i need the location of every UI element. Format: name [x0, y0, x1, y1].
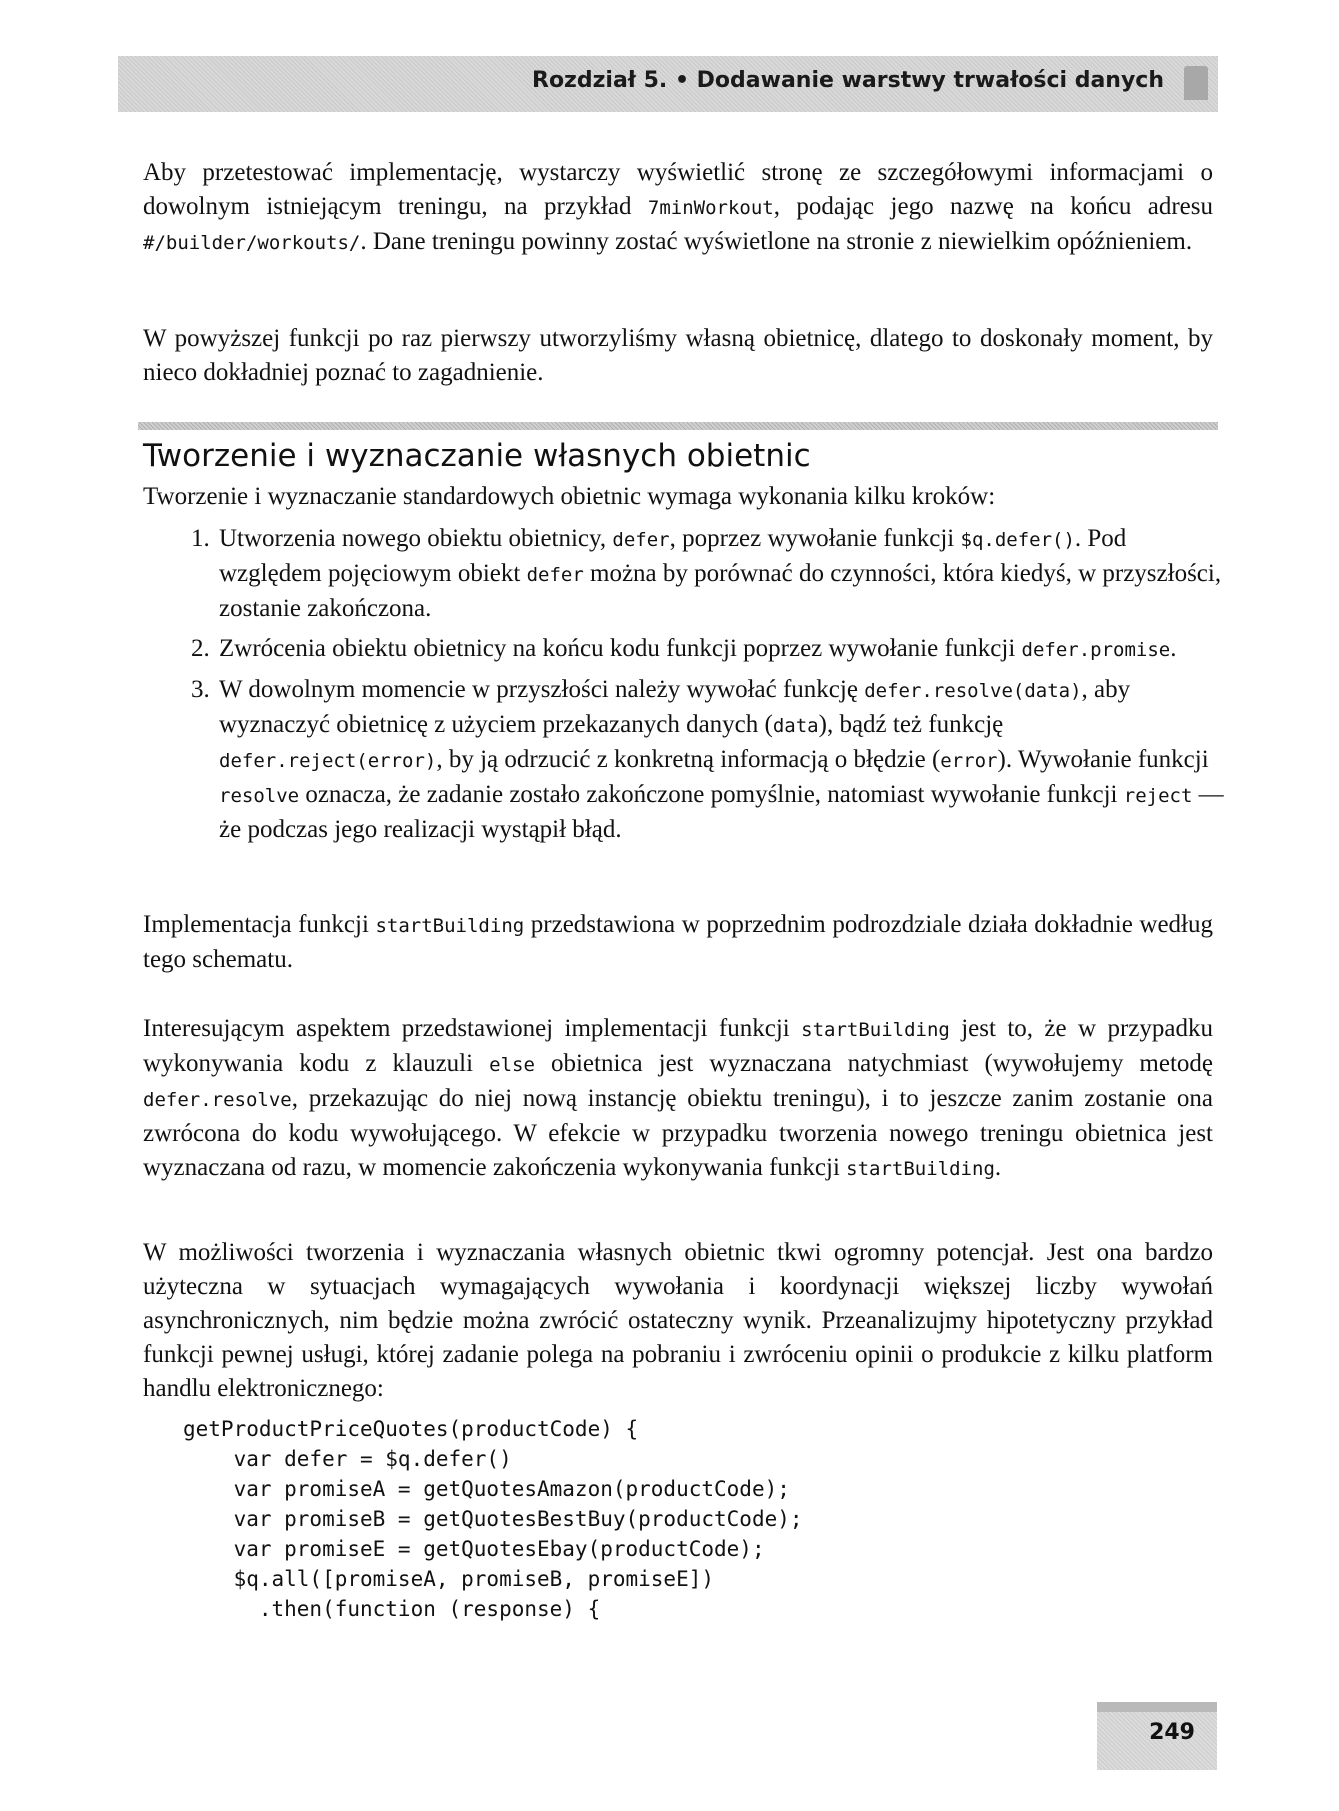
inline-code: 7minWorkout	[647, 197, 774, 219]
footer-strip-decoration	[1097, 1702, 1217, 1712]
inline-code: startBuilding	[375, 915, 525, 937]
paragraph-start-building	[143, 908, 1213, 977]
text-run: ). Wywołanie funkcji	[997, 746, 1209, 773]
text-run: Interesującym aspektem przedstawionej implementacji funkcji	[143, 1015, 802, 1042]
text-run: , aby wyznaczyć obietnicę z użyciem przekazanych danych (	[219, 676, 1131, 738]
inline-code: else	[489, 1054, 535, 1076]
paragraph-interesting-aspect	[143, 1012, 1213, 1186]
text-run: Zwrócenia obiektu obietnicy na końcu kodu funkcji poprzez wywołanie funkcji	[219, 635, 1022, 662]
inline-code: defer.reject(error)	[219, 750, 437, 772]
text-run: obietnica jest wyznaczana natychmiast (wywołujemy metodę	[534, 1050, 1213, 1077]
text-run: — że podczas jego realizacji wystąpił błąd.	[219, 781, 1224, 843]
code-listing: getProductPriceQuotes(productCode) { var defer = $q.defer() var promiseA = getQuotesAmazon(productCode); var promiseB = getQuotesBestBuy(productCode); var promiseE = getQuotesEbay(productCode); $q.all([promiseA, promiseB, promiseE]) .then(function (response) {	[183, 1417, 803, 1621]
chapter-title: Rozdział 5. • Dodawanie warstwy trwałości danych	[532, 68, 1164, 93]
steps-list	[191, 522, 1231, 853]
list-item	[191, 632, 1231, 667]
text-run: Aby przetestować implementację, wystarczy wyświetlić stronę ze szczegółowymi informacjami o dowolnym istniejącym treningu, na przykład	[143, 159, 1213, 220]
inline-code: #/builder/workouts/	[143, 232, 361, 254]
text-run: .	[1170, 635, 1177, 662]
section-divider	[138, 422, 1218, 430]
header-tab-decoration	[1184, 66, 1208, 100]
inline-code: defer.promise	[1021, 639, 1171, 661]
page-number: 249	[1149, 1720, 1195, 1745]
inline-code: reject	[1123, 785, 1193, 807]
text-run: oznacza, że zadanie zostało zakończone pomyślnie, natomiast wywołanie funkcji	[299, 781, 1124, 808]
list-item	[191, 522, 1231, 626]
text-run: Utworzenia nowego obiektu obietnicy,	[219, 525, 613, 552]
inline-code: $q.defer()	[960, 529, 1075, 551]
inline-code: defer	[612, 529, 670, 551]
inline-code: error	[940, 750, 998, 772]
paragraph-potential: W możliwości tworzenia i wyznaczania własnych obietnic tkwi ogromny potencjał. Jest ona bardzo użyteczna w sytuacjach wymagających wywołania i koordynacji większej liczby wywołań asynchronicznych, nim będzie można zwrócić ostateczny wynik. Przeanalizujmy hipotetyczny przykład funkcji pewnej usługi, której zadanie polega na pobraniu i zwróceniu opinii o produkcie z kilku platform handlu elektronicznego:	[143, 1239, 1213, 1402]
inline-code: defer	[526, 564, 584, 586]
text-run: . Pod względem pojęciowym obiekt	[219, 525, 1127, 587]
section-heading: Tworzenie i wyznaczanie własnych obietnic	[143, 438, 811, 474]
list-number: 1.	[191, 525, 210, 552]
text-run: W dowolnym momencie w przyszłości należy wywołać funkcję	[219, 676, 865, 703]
list-number: 2.	[191, 635, 210, 662]
text-run: przedstawiona w poprzednim podrozdziale działa dokładnie według tego schematu.	[143, 911, 1213, 973]
inline-code: defer.resolve	[143, 1089, 292, 1111]
paragraph-test-implementation	[143, 156, 1213, 260]
inline-code: defer.resolve(data)	[864, 680, 1082, 702]
list-number: 3.	[191, 676, 210, 703]
text-run: jest to, że w przypadku wykonywania kodu z klauzuli	[143, 1015, 1213, 1077]
text-run: , poprzez wywołanie funkcji	[669, 525, 961, 552]
paragraph-own-promise: W powyższej funkcji po raz pierwszy utworzyliśmy własną obietnicę, dlatego to doskonały moment, by nieco dokładniej poznać to zagadnienie.	[143, 325, 1213, 386]
page-footer	[1097, 1702, 1217, 1770]
text-run: , przekazując do niej nową instancję obiektu treningu), i to jeszcze zanim zostanie ona zwrócona do kodu wywołującego. W efekcie w przypadku tworzenia nowego treningu obietnica jest wyznaczana od razu, w momencie zakończenia wykonywania funkcji	[143, 1085, 1213, 1181]
inline-code: startBuilding	[801, 1019, 950, 1041]
text-run: ), bądź też funkcję	[818, 711, 1004, 738]
running-header	[118, 56, 1218, 112]
text-run: . Dane treningu powinny zostać wyświetlone na stronie z niewielkim opóźnieniem.	[360, 228, 1193, 255]
inline-code: data	[772, 715, 819, 737]
inline-code: startBuilding	[846, 1158, 995, 1180]
inline-code: resolve	[219, 785, 300, 807]
list-item	[191, 673, 1231, 847]
text-run: , podając jego nazwę na końcu adresu	[773, 193, 1213, 220]
text-run: Implementacja funkcji	[143, 911, 376, 938]
text-run: , by ją odrzucić z konkretną informacją o błędzie (	[436, 746, 941, 773]
text-run: .	[994, 1154, 1002, 1181]
text-run: można by porównać do czynności, która kiedyś, w przyszłości, zostanie zakończona.	[219, 560, 1222, 622]
section-intro: Tworzenie i wyznaczanie standardowych obietnic wymaga wykonania kilku kroków:	[143, 483, 996, 510]
